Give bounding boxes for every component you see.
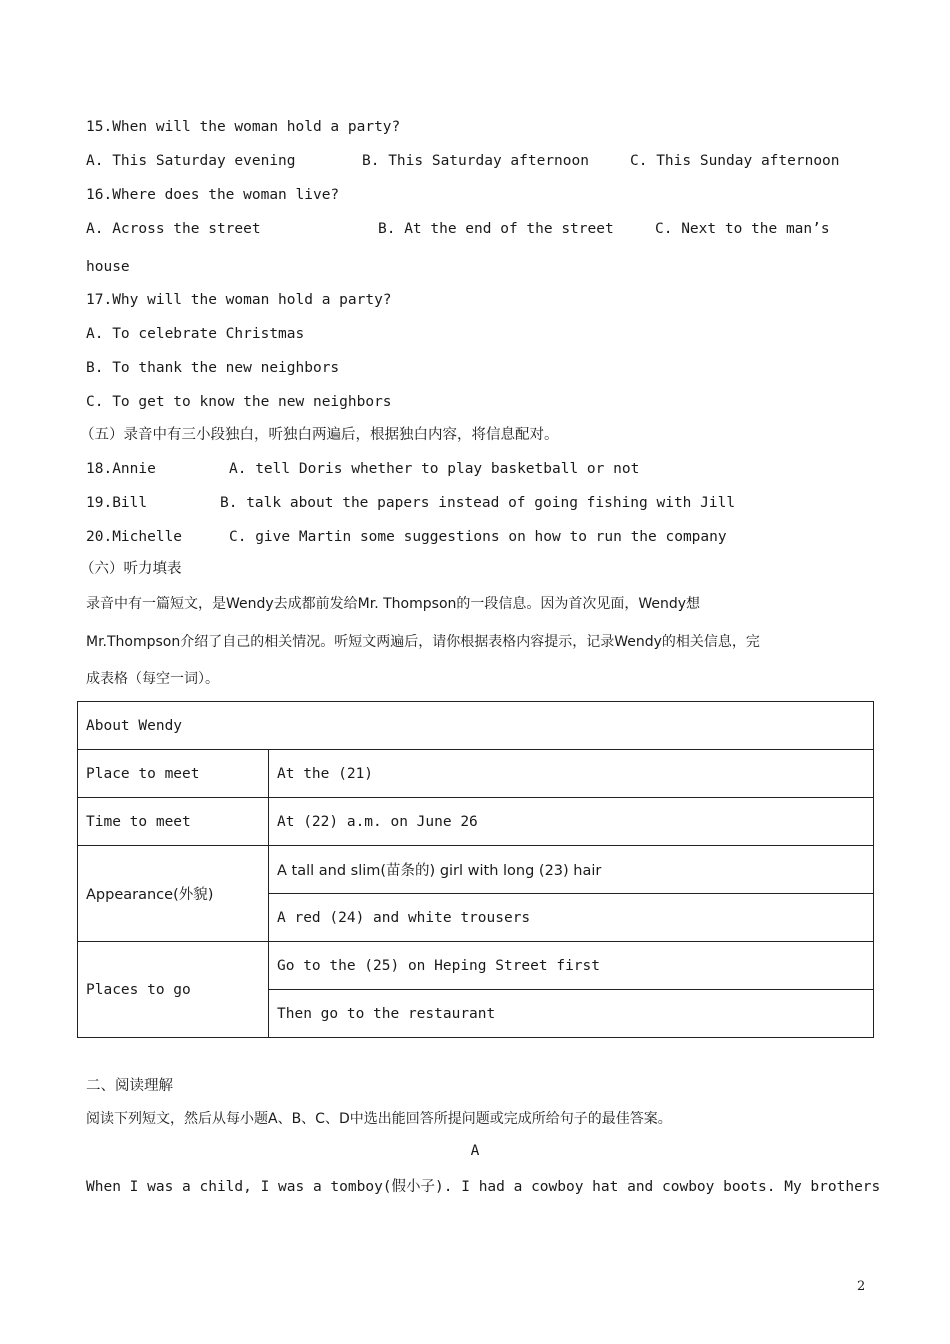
section-title: 二、阅读理解 — [86, 1078, 173, 1094]
match-item-option: C. give Martin some suggestions on how to run the company — [229, 529, 727, 545]
table-header-cell: About Wendy — [78, 702, 874, 750]
table-value-cell: A red (24) and white trousers — [269, 894, 874, 942]
page-number: 2 — [857, 1279, 866, 1294]
table-label-cell: Places to go — [78, 942, 269, 1038]
table-value-cell: At the (21) — [269, 750, 874, 798]
option-c: C. This Sunday afternoon — [630, 153, 840, 169]
option-b: B. To thank the new neighbors — [86, 360, 340, 376]
match-item-name: 20.Michelle — [86, 529, 183, 545]
instruction: 阅读下列短文，然后从每小题A、B、C、D中选出能回答所提问题或完成所给句子的最佳答案。 — [86, 1111, 672, 1127]
table-row — [78, 846, 874, 894]
table-row — [78, 702, 874, 750]
option-b: B. At the end of the street — [378, 221, 614, 237]
intro-line: 成表格（每空一词）。 — [86, 671, 219, 687]
option-a: A. Across the street — [86, 221, 261, 237]
table-row — [78, 750, 874, 798]
passage-first-line: When I was a child, I was a tomboy(假小子). I had a cowboy hat and cowboy boots. My brothers — [86, 1179, 881, 1195]
table-value-cell: Then go to the restaurant — [269, 990, 874, 1038]
table-row — [78, 942, 874, 990]
section-title: （五）录音中有三小段独白，听独白两遍后，根据独白内容，将信息配对。 — [80, 427, 559, 443]
match-item-name: 18.Annie — [86, 461, 156, 477]
option-a: A. This Saturday evening — [86, 153, 296, 169]
question-text: 17.Why will the woman hold a party? — [86, 292, 392, 308]
option-c: C. To get to know the new neighbors — [86, 394, 392, 410]
table-row — [78, 798, 874, 846]
table-value-cell: At (22) a.m. on June 26 — [269, 798, 874, 846]
section-title: （六）听力填表 — [80, 561, 182, 577]
option-c: C. Next to the man’s — [655, 221, 830, 237]
wendy-info-table — [77, 701, 874, 1038]
table-label-cell: Appearance(外貌) — [78, 846, 269, 942]
option-a: A. To celebrate Christmas — [86, 326, 305, 342]
table-label-cell: Time to meet — [78, 798, 269, 846]
match-item-option: B. talk about the papers instead of going fishing with Jill — [220, 495, 736, 511]
question-text: 16.Where does the woman live? — [86, 187, 340, 203]
intro-line: 录音中有一篇短文，是Wendy去成都前发给Mr. Thompson的一段信息。因为首次见面，Wendy想 — [86, 596, 701, 612]
match-item-name: 19.Bill — [86, 495, 148, 511]
passage-label: A — [470, 1143, 480, 1159]
match-item-option: A. tell Doris whether to play basketball or not — [229, 461, 640, 477]
option-b: B. This Saturday afternoon — [362, 153, 589, 169]
intro-line: Mr.Thompson介绍了自己的相关情况。听短文两遍后，请你根据表格内容提示，记录Wendy的相关信息，完 — [86, 634, 760, 650]
table-value-cell: Go to the (25) on Heping Street first — [269, 942, 874, 990]
table-label-cell: Place to meet — [78, 750, 269, 798]
question-text: 15.When will the woman hold a party? — [86, 119, 401, 135]
option-c-continued: house — [86, 259, 130, 275]
table-value-cell: A tall and slim(苗条的) girl with long (23) hair — [269, 846, 874, 894]
